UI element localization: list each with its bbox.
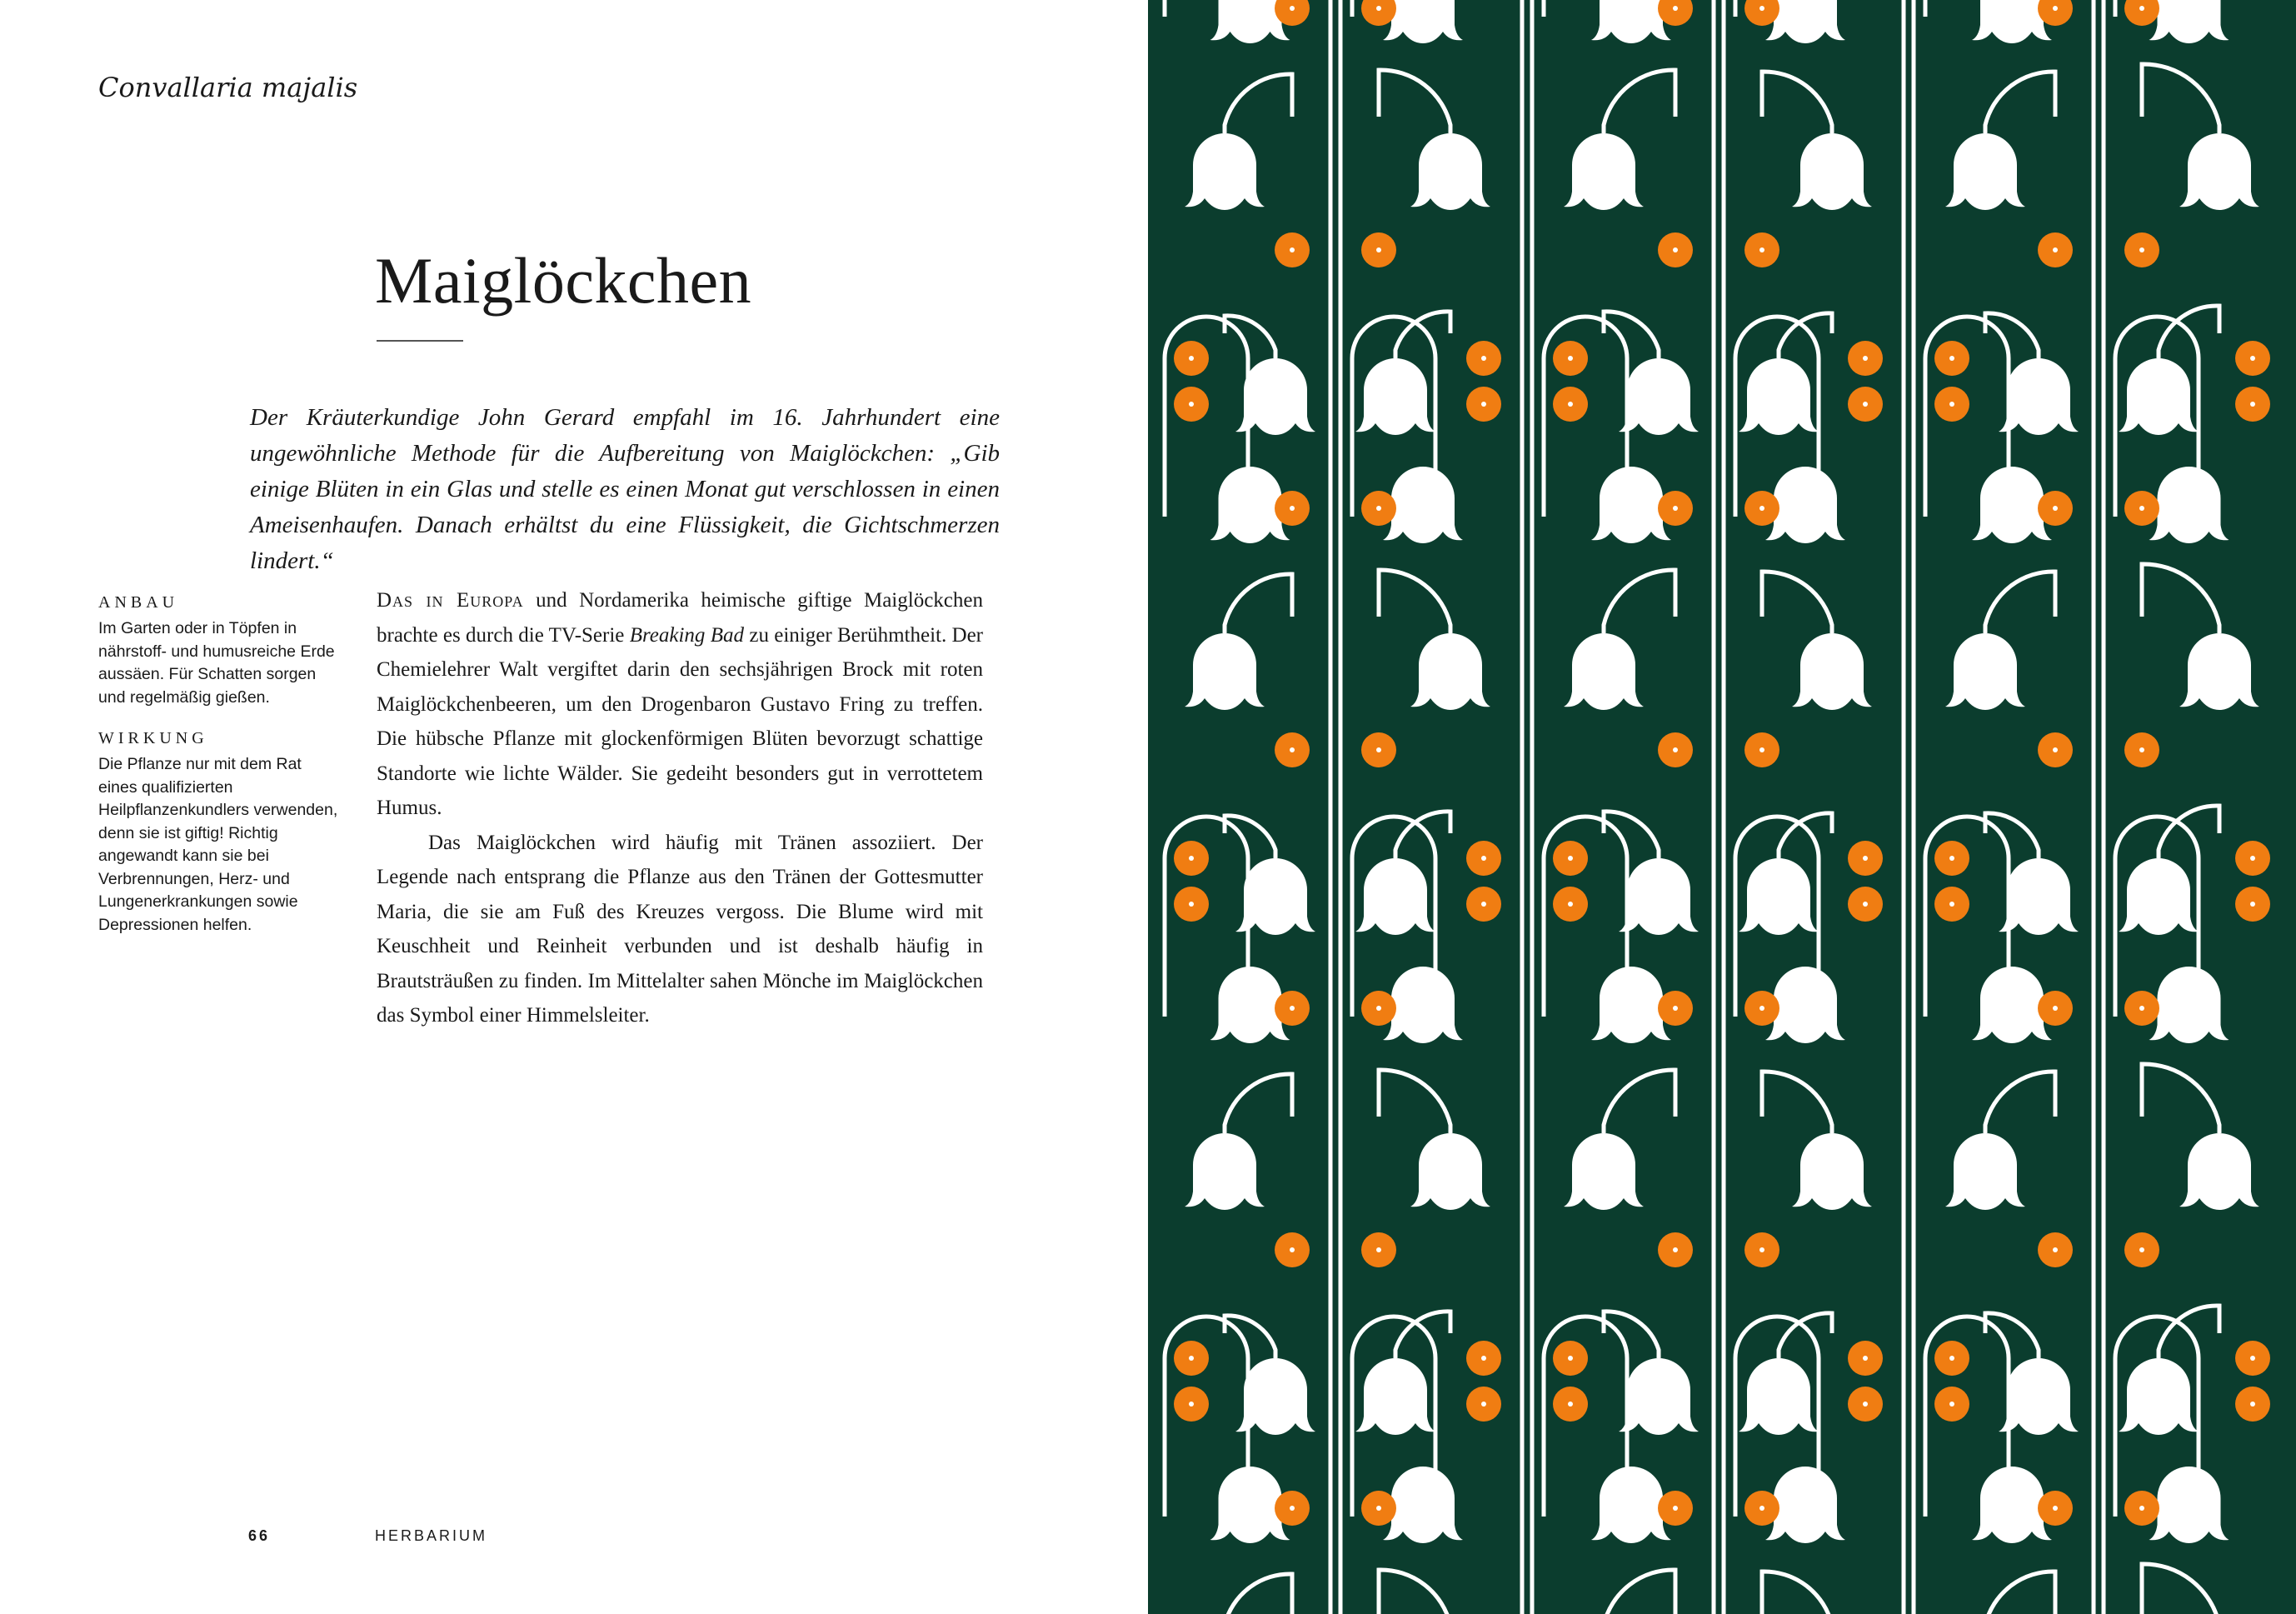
berry-highlight (1290, 247, 1295, 252)
page-number: 66 (248, 1527, 271, 1544)
berry-highlight (2139, 1506, 2144, 1511)
berry-highlight (1949, 856, 1954, 861)
body-text (377, 583, 983, 1033)
anbau-heading: ANBAU (98, 593, 179, 612)
body-paragraph-2: Das Maiglöckchen wird häufig mit Tränen assoziiert. Der Legende nach entsprang die Pflanze aus den Tränen der Gottesmutter Maria, die sie am Fuß des Kreuzes vergoss. Die Blume wird mit Keuschheit und Reinheit verbunden und ist deshalb häufig in Brautsträußen zu finden. Im Mittelalter sahen Mönche im Maiglöckchen das Symbol einer Himmelsleiter. (377, 831, 983, 1027)
berry-highlight (1290, 506, 1295, 511)
berry-highlight (1759, 247, 1764, 252)
berry-highlight (1673, 506, 1678, 511)
sidebar (98, 593, 340, 957)
berry-highlight (2250, 856, 2255, 861)
berry-highlight (1949, 402, 1954, 407)
berry-highlight (1189, 1402, 1194, 1407)
berry-highlight (2250, 402, 2255, 407)
berry-highlight (1863, 1402, 1868, 1407)
berry-highlight (1673, 1506, 1678, 1511)
berry-highlight (1290, 747, 1295, 752)
lily-of-the-valley-pattern (1148, 0, 2296, 1614)
berry-highlight (2139, 1006, 2144, 1011)
berry-highlight (2139, 6, 2144, 11)
berry-highlight (1673, 6, 1678, 11)
berry-highlight (1568, 356, 1573, 361)
right-page-illustration (1148, 0, 2296, 1614)
berry-highlight (1673, 1006, 1678, 1011)
berry-highlight (2053, 247, 2058, 252)
berry-highlight (1189, 1356, 1194, 1361)
berry-highlight (1949, 1356, 1954, 1361)
berry-highlight (2139, 1247, 2144, 1252)
berry-highlight (1673, 1247, 1678, 1252)
berry-highlight (1568, 1402, 1573, 1407)
berry-highlight (2053, 1247, 2058, 1252)
berry-highlight (1673, 747, 1678, 752)
berry-highlight (1568, 402, 1573, 407)
berry-highlight (1759, 747, 1764, 752)
berry-highlight (1376, 747, 1381, 752)
berry-highlight (1189, 402, 1194, 407)
berry-highlight (1481, 356, 1486, 361)
berry-highlight (1290, 1006, 1295, 1011)
berry-highlight (1189, 356, 1194, 361)
body-paragraph-1 (377, 583, 983, 826)
berry-highlight (2053, 747, 2058, 752)
berry-highlight (1568, 1356, 1573, 1361)
berry-highlight (2250, 902, 2255, 907)
berry-highlight (1949, 1402, 1954, 1407)
berry-highlight (1376, 1247, 1381, 1252)
berry-highlight (2053, 1506, 2058, 1511)
berry-highlight (1759, 1006, 1764, 1011)
berry-highlight (1481, 856, 1486, 861)
berry-highlight (1290, 1506, 1295, 1511)
berry-highlight (2139, 247, 2144, 252)
berry-highlight (2053, 1006, 2058, 1011)
berry-highlight (2053, 506, 2058, 511)
berry-highlight (1481, 402, 1486, 407)
berry-highlight (1568, 856, 1573, 861)
berry-highlight (1376, 1006, 1381, 1011)
running-title: HERBARIUM (375, 1527, 488, 1544)
berry-highlight (1863, 856, 1868, 861)
berry-highlight (1290, 1247, 1295, 1252)
berry-highlight (2250, 1356, 2255, 1361)
berry-highlight (2250, 1402, 2255, 1407)
latin-name: Convallaria majalis (98, 72, 358, 103)
wirkung-heading: WIRKUNG (98, 729, 208, 747)
berry-highlight (1759, 506, 1764, 511)
berry-highlight (1863, 402, 1868, 407)
berry-highlight (2139, 506, 2144, 511)
berry-highlight (1376, 6, 1381, 11)
berry-highlight (1759, 6, 1764, 11)
berry-highlight (1481, 1356, 1486, 1361)
berry-highlight (1759, 1506, 1764, 1511)
body-p1-part1: und Nordamerika heimische giftige Maiglöckchen brachte es durch die TV-Serie (377, 589, 983, 647)
berry-highlight (1376, 247, 1381, 252)
title-divider (377, 340, 463, 342)
berry-highlight (2139, 747, 2144, 752)
lead-in: Das in Europa (377, 589, 524, 612)
berry-highlight (1949, 356, 1954, 361)
berry-highlight (1949, 902, 1954, 907)
berry-highlight (1863, 1356, 1868, 1361)
berry-highlight (1863, 902, 1868, 907)
berry-highlight (1290, 6, 1295, 11)
berry-highlight (1863, 356, 1868, 361)
intro-quote: Der Kräuterkundige John Gerard empfahl im 16. Jahrhundert eine ungewöhnliche Methode für die Aufbereitung von Maiglöckchen: „Gib einige Blüten in ein Glas und stelle es einen Monat gut verschlossen in einen Ameisenhaufen. Danach erhältst du eine Flüssigkeit, die Gichtschmerzen lindert.“ (250, 404, 1000, 574)
berry-highlight (2053, 6, 2058, 11)
show-title: Breaking Bad (629, 623, 745, 647)
berry-highlight (2250, 356, 2255, 361)
wirkung-text: Die Pflanze nur mit dem Rat eines qualifizierten Heilpflanzenkundlers verwenden, denn sie ist giftig! Richtig angewandt kann sie bei Verbrennungen, Herz- und Lungenerkrankungen sowie Depressionen helfen. (98, 755, 338, 934)
berry-highlight (1189, 902, 1194, 907)
body-p1-part2: zu einiger Berühmtheit. Der Chemielehrer Walt vergiftet darin den sechsjährigen Brock mit roten Maiglöckchenbeeren, um den Drogenbaron Gustavo Fring zu treffen. Die hübsche Pflanze mit glockenförmigen Blüten bevorzugt schattige Standorte wie lichte Wälder. Sie gedeiht besonders gut in verrottetem Humus. (377, 623, 984, 819)
berry-highlight (1376, 506, 1381, 511)
anbau-text: Im Garten oder in Töpfen in nährstoff- und humusreiche Erde aussäen. Für Schatten sorgen und regelmäßig gießen. (98, 619, 335, 707)
berry-highlight (1481, 902, 1486, 907)
berry-highlight (1568, 902, 1573, 907)
berry-highlight (1189, 856, 1194, 861)
berry-highlight (1759, 1247, 1764, 1252)
page-title: Maiglöckchen (375, 244, 752, 317)
berry-highlight (1481, 1402, 1486, 1407)
bell-flower-icon (2149, 0, 2229, 43)
berry-highlight (1673, 247, 1678, 252)
berry-highlight (1376, 1506, 1381, 1511)
